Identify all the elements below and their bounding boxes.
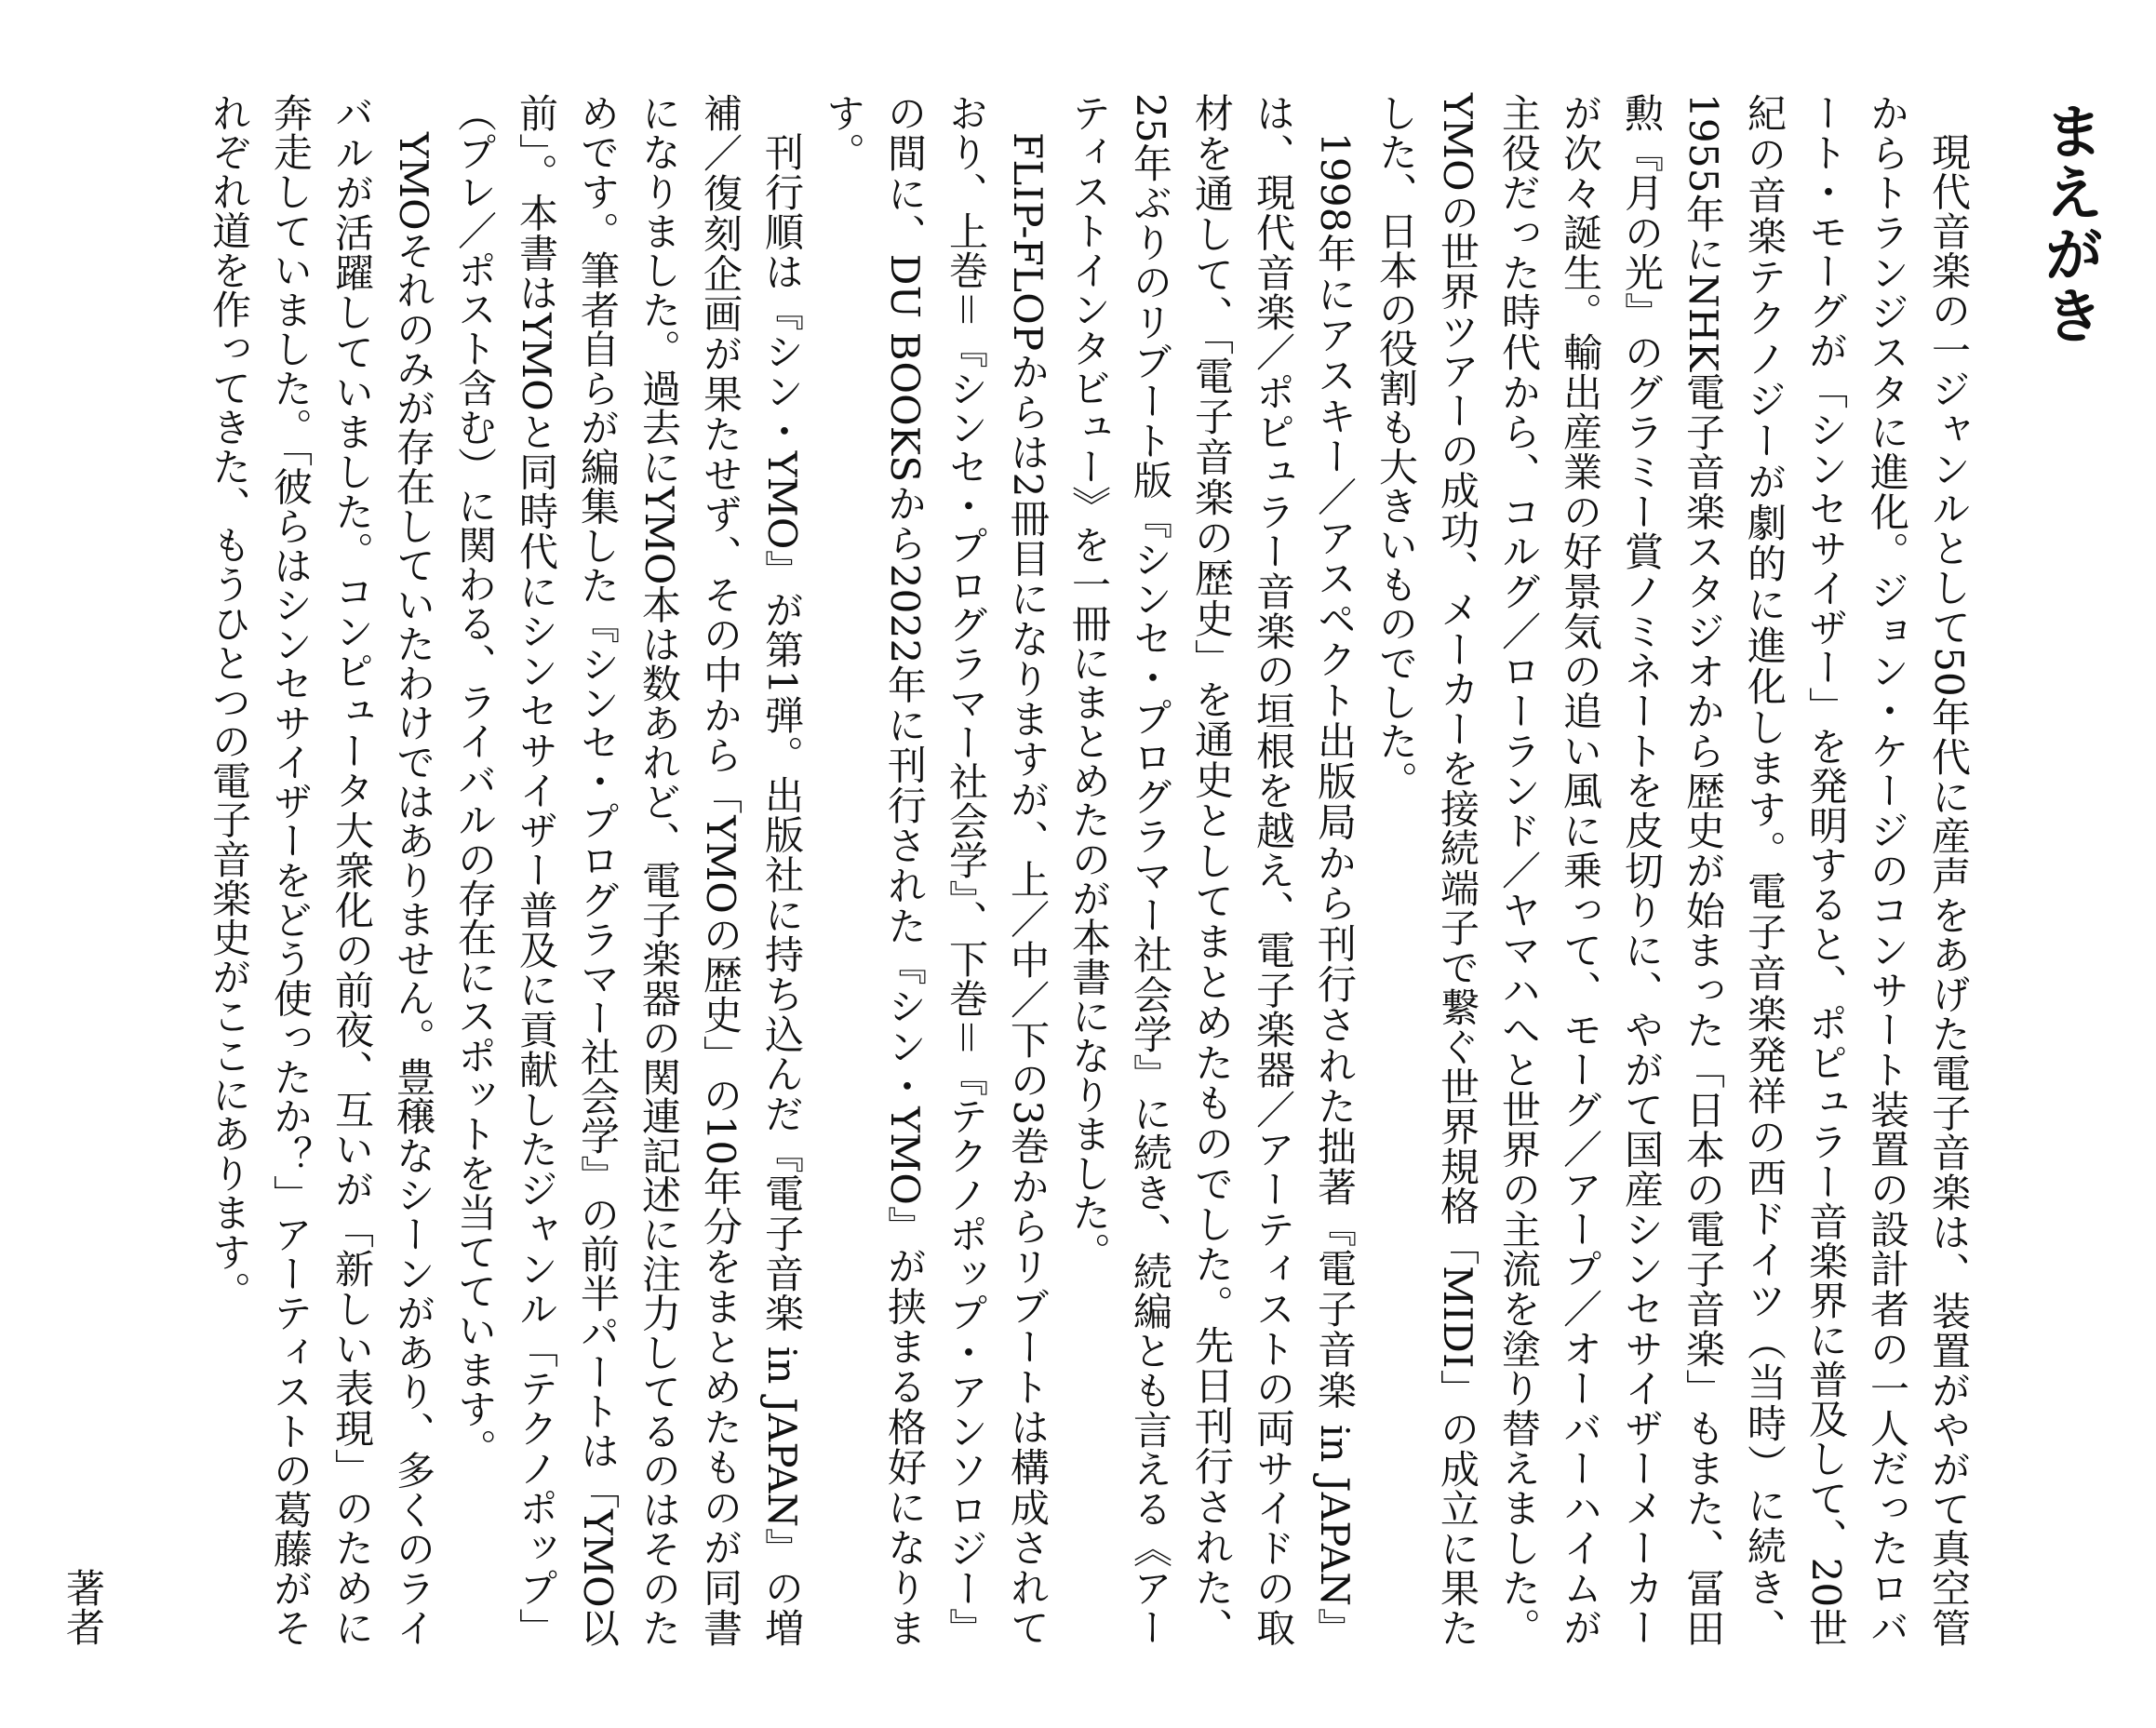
paragraph: 現代音楽の一ジャンルとして50年代に産声をあげた電子音楽は、装置がやがて真空管からトランジスタに進化。ジョン・ケージのコンサート装置の設計者の一人だったロバート・モーグが「シンセサイザー」を発明すると、ポピュラー音楽界に普及して、20世紀の音楽テクノジーが劇的に進化します。電子音楽発祥の西ドイツ（当時）に続き、1955年にNHK電子音楽スタジオから歴史が始まった「日本の電子音楽」もまた、冨田勲『月の光』のグラミー賞ノミネートを皮切りに、やがて国産シンセサイザーメーカーが次々誕生。輸出産業の好景気の追い風に乗って、モーグ／アープ／オーバーハイムが主役だった時代から、コルグ／ローランド／ヤマハへと世界の主流を塗り替えました。YMOの世界ツアーの成功、メーカーを接続端子で繋ぐ世界規格「MIDI」の成立に果たした、日本の役割も大きいものでした。 [1373,93,1972,1647]
paragraph: FLIP-FLOPからは2冊目になりますが、上／中／下の3巻からリブートは構成されており、上巻＝『シンセ・プログラマー社会学』、下巻＝『テクノポップ・アンソロジー』の間に、DU BOOKSから2022年に刊行された『シン・YMO』が挟まる格好になります。 [821,93,1051,1647]
page-title: まえがき [2034,100,2103,346]
paragraph: 1998年にアスキー／アスペクト出版局から刊行された拙著『電子音楽 in JAPAN』は、現代音楽／ポピュラー音楽の垣根を越え、電子楽器／アーティストの両サイドの取材を通して、「電子音楽の歴史」を通史としてまとめたものでした。先日刊行された、25年ぶりのリブート版『シンセ・プログラマー社会学』に続き、続編とも言える《アーティストインタビュー》を一冊にまとめたのが本書になりました。 [1066,93,1358,1647]
paragraph: YMOそれのみが存在していたわけではありません。豊穣なシーンがあり、多くのライバルが活躍していました。コンピュータ大衆化の前夜、互いが「新しい表現」のために奔走していました。「彼らはシンセサイザーをどう使ったか？」アーティストの葛藤がそれぞれ道を作ってきた、もうひとつの電子音楽史がここにあります。 [207,93,436,1647]
body-text [198,93,1979,1647]
paragraph: 刊行順は『シン・YMO』が第1弾。出版社に持ち込んだ『電子音楽 in JAPAN』の増補／復刻企画が果たせず、その中から「YMOの歴史」の10年分をまとめたものが同書になりました。過去にYMO本は数あれど、電子楽器の関連記述に注力してるのはそのためです。筆者自らが編集した『シンセ・プログラマー社会学』の前半パートは「YMO以前」。本書はYMOと同時代にシンセサイザー普及に貢献したジャンル「テクノポップ」（プレ／ポスト含む）に関わる、ライバルの存在にスポットを当てています。 [452,93,805,1647]
author-signature: 著者 [60,1568,106,1646]
